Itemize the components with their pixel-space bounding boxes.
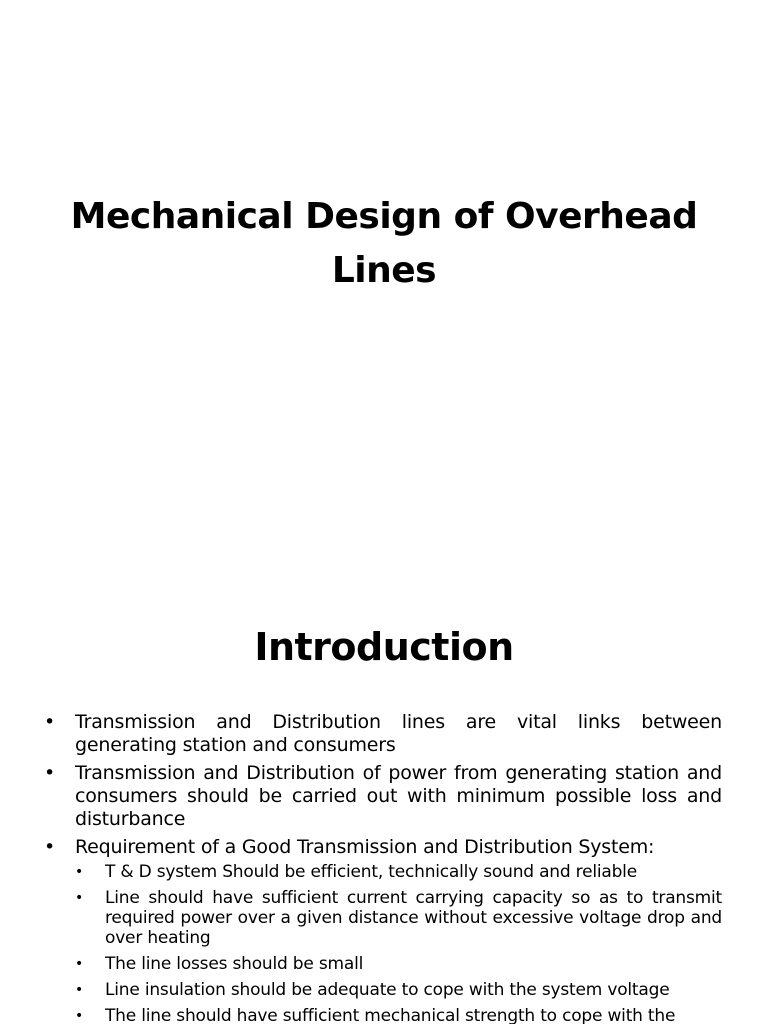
bullet-text: Requirement of a Good Transmission and Distribution System: — [75, 836, 655, 858]
sub-bullet-item — [75, 954, 722, 974]
bullet-icon: • — [75, 982, 84, 998]
sub-bullet-item — [75, 888, 722, 948]
sub-bullet-text: The line losses should be small — [105, 954, 364, 974]
sub-bullet-text: T & D system Should be efficient, technically sound and reliable — [105, 862, 637, 882]
bullet-item — [44, 711, 722, 757]
introduction-slide — [0, 580, 768, 1024]
bullet-icon: • — [75, 890, 84, 906]
bullet-icon: • — [75, 956, 84, 972]
bullet-item — [44, 836, 722, 1024]
bullet-item — [44, 762, 722, 831]
sub-bullet-item — [75, 1006, 722, 1024]
bullet-icon: • — [44, 711, 56, 733]
bullet-text: Transmission and Distribution of power from generating station and consumers should be carried out with minimum possible loss and disturbance — [75, 762, 722, 830]
bullet-text: Transmission and Distribution lines are vital links between generating station and consumers — [75, 711, 722, 756]
bullet-icon: • — [44, 762, 56, 784]
sub-bullet-item — [75, 980, 722, 1000]
bullet-icon: • — [75, 864, 84, 880]
sub-bullet-text: Line insulation should be adequate to cope with the system voltage — [105, 980, 670, 1000]
sub-bullet-list — [75, 862, 722, 1024]
sub-bullet-text: The line should have sufficient mechanical strength to cope with the — [105, 1006, 676, 1024]
sub-bullet-item — [75, 862, 722, 882]
sub-bullet-text: Line should have sufficient current carrying capacity so as to transmit required power over a given distance without excessive voltage drop and over heating — [105, 888, 722, 948]
slide-title: Mechanical Design of Overhead Lines — [70, 196, 698, 291]
bullet-icon: • — [75, 1008, 84, 1024]
bullet-icon: • — [44, 836, 56, 858]
bullet-list — [44, 711, 722, 1024]
slide-heading: Introduction — [254, 625, 514, 669]
